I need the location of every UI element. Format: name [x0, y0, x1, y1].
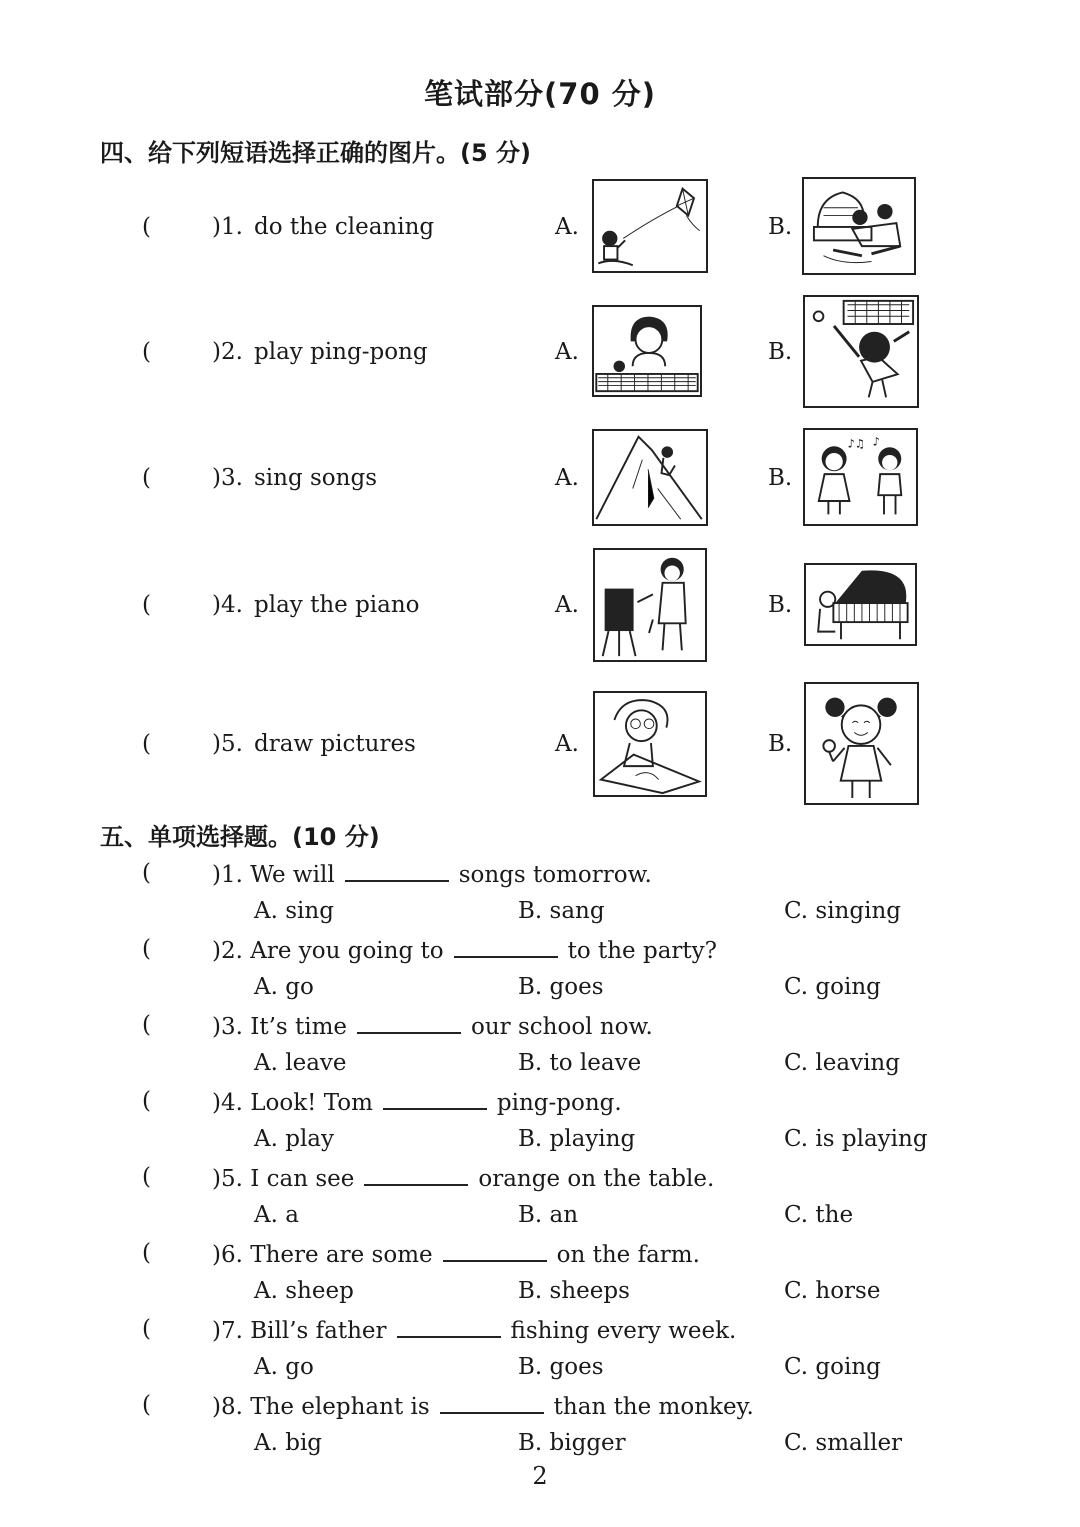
page-number: 2	[532, 1462, 548, 1490]
option-b-label: B.	[768, 592, 793, 618]
question-after: our school now.	[471, 1014, 653, 1040]
picture-b-piano	[804, 563, 917, 646]
option-a-label: A.	[555, 731, 579, 757]
answer-blank[interactable]	[357, 1010, 461, 1034]
answer-paren: (	[142, 860, 151, 886]
choice-c: C. singing	[784, 898, 901, 924]
page-title: 笔试部分(70 分)	[424, 77, 656, 111]
girl-drawing-illustration	[595, 693, 705, 795]
choice-a: A. leave	[254, 1050, 347, 1076]
choice-a: A. go	[254, 974, 314, 1000]
choice-c: C. smaller	[784, 1430, 903, 1456]
choice-a: A. sheep	[254, 1278, 354, 1304]
item-number: )5.	[212, 731, 243, 757]
choice-a: A. sing	[254, 898, 334, 924]
choice-b: B. bigger	[518, 1430, 626, 1456]
answer-paren: (	[142, 1240, 151, 1266]
question-after: orange on the table.	[478, 1166, 715, 1192]
phrase-text: do the cleaning	[254, 214, 435, 240]
question-after: on the farm.	[556, 1242, 700, 1268]
question-after: than the monkey.	[553, 1394, 754, 1420]
option-b-label: B.	[768, 465, 793, 491]
picture-a-climbing	[592, 429, 708, 526]
question-row	[212, 1010, 653, 1042]
svg-text:♪♫: ♪♫	[847, 436, 866, 451]
question-row	[212, 934, 717, 966]
singing-illustration	[805, 430, 916, 524]
answer-blank[interactable]	[454, 934, 558, 958]
answer-paren: (	[142, 936, 151, 962]
picture-b-cleaning	[802, 177, 916, 275]
question-after: ping-pong.	[496, 1090, 622, 1116]
question-after: to the party?	[567, 938, 717, 964]
question-number: )2.	[212, 938, 243, 964]
choice-b: B. goes	[518, 974, 604, 1000]
item-number: )2.	[212, 339, 243, 365]
question-row	[212, 1086, 622, 1118]
question-number: )3.	[212, 1014, 243, 1040]
answer-paren: (	[142, 465, 151, 491]
answer-blank[interactable]	[345, 858, 449, 882]
answer-paren: (	[142, 339, 151, 365]
choice-c: C. is playing	[784, 1126, 928, 1152]
answer-paren: (	[142, 1392, 151, 1418]
question-after: fishing every week.	[510, 1318, 737, 1344]
football-illustration	[805, 297, 917, 406]
choice-b: B. goes	[518, 1354, 604, 1380]
choice-c: C. horse	[784, 1278, 881, 1304]
answer-paren: (	[142, 1088, 151, 1114]
easel-illustration	[595, 550, 705, 660]
choice-a: A. play	[254, 1126, 335, 1152]
choice-b: B. sheeps	[518, 1278, 630, 1304]
question-row	[212, 1162, 714, 1194]
question-before: Bill’s father	[250, 1318, 387, 1344]
option-b-label: B.	[768, 339, 793, 365]
answer-paren: (	[142, 1316, 151, 1342]
question-before: Look! Tom	[250, 1090, 373, 1116]
answer-blank[interactable]	[443, 1238, 547, 1262]
question-number: )6.	[212, 1242, 243, 1268]
question-row	[212, 1238, 700, 1270]
option-b-label: B.	[768, 214, 793, 240]
picture-b-ice-cream	[804, 682, 919, 805]
picture-b-football	[803, 295, 919, 408]
choice-a: A. big	[254, 1430, 323, 1456]
choice-c: C. going	[784, 1354, 881, 1380]
question-number: )1.	[212, 862, 243, 888]
ping-pong-illustration	[594, 307, 700, 395]
answer-blank[interactable]	[383, 1086, 487, 1110]
question-before: It’s time	[250, 1014, 348, 1040]
piano-illustration	[806, 565, 915, 644]
choice-c: C. the	[784, 1202, 854, 1228]
choice-b: B. playing	[518, 1126, 636, 1152]
phrase-text: sing songs	[254, 465, 377, 491]
question-number: )8.	[212, 1394, 243, 1420]
question-row	[212, 1390, 754, 1422]
phrase-text: draw pictures	[254, 731, 416, 757]
question-row	[212, 1314, 736, 1346]
question-after: songs tomorrow.	[458, 862, 652, 888]
option-b-label: B.	[768, 731, 793, 757]
option-a-label: A.	[555, 592, 579, 618]
picture-a-girl-drawing	[593, 691, 707, 797]
choice-b: B. to leave	[518, 1050, 642, 1076]
answer-paren: (	[142, 731, 151, 757]
item-number: )4.	[212, 592, 243, 618]
picture-b-singing	[803, 428, 918, 526]
answer-paren: (	[142, 1164, 151, 1190]
section-4-heading: 四、给下列短语选择正确的图片。(5 分)	[100, 139, 531, 167]
question-before: The elephant is	[250, 1394, 430, 1420]
phrase-text: play ping-pong	[254, 339, 428, 365]
answer-blank[interactable]	[440, 1390, 544, 1414]
answer-blank[interactable]	[397, 1314, 501, 1338]
kite-illustration	[594, 181, 706, 271]
picture-a-kite	[592, 179, 708, 273]
option-a-label: A.	[555, 465, 579, 491]
question-number: )5.	[212, 1166, 243, 1192]
picture-a-drawing-easel	[593, 548, 707, 662]
svg-text:♪: ♪	[872, 434, 880, 449]
section-5-heading: 五、单项选择题。(10 分)	[100, 823, 380, 851]
question-before: There are some	[250, 1242, 433, 1268]
option-a-label: A.	[555, 214, 579, 240]
question-number: )7.	[212, 1318, 243, 1344]
question-number: )4.	[212, 1090, 243, 1116]
question-before: Are you going to	[250, 938, 444, 964]
item-number: )3.	[212, 465, 243, 491]
question-before: We will	[250, 862, 335, 888]
phrase-text: play the piano	[254, 592, 420, 618]
answer-paren: (	[142, 214, 151, 240]
question-before: I can see	[250, 1166, 355, 1192]
picture-a-ping-pong	[592, 305, 702, 397]
choice-c: C. leaving	[784, 1050, 900, 1076]
cleaning-illustration	[804, 179, 914, 273]
choice-b: B. an	[518, 1202, 579, 1228]
question-row	[212, 858, 652, 890]
answer-paren: (	[142, 1012, 151, 1038]
answer-paren: (	[142, 592, 151, 618]
choice-a: A. a	[254, 1202, 299, 1228]
option-a-label: A.	[555, 339, 579, 365]
mountain-illustration	[594, 431, 706, 524]
item-number: )1.	[212, 214, 243, 240]
choice-b: B. sang	[518, 898, 605, 924]
ice-cream-illustration	[806, 684, 917, 803]
choice-c: C. going	[784, 974, 881, 1000]
answer-blank[interactable]	[364, 1162, 468, 1186]
choice-a: A. go	[254, 1354, 314, 1380]
